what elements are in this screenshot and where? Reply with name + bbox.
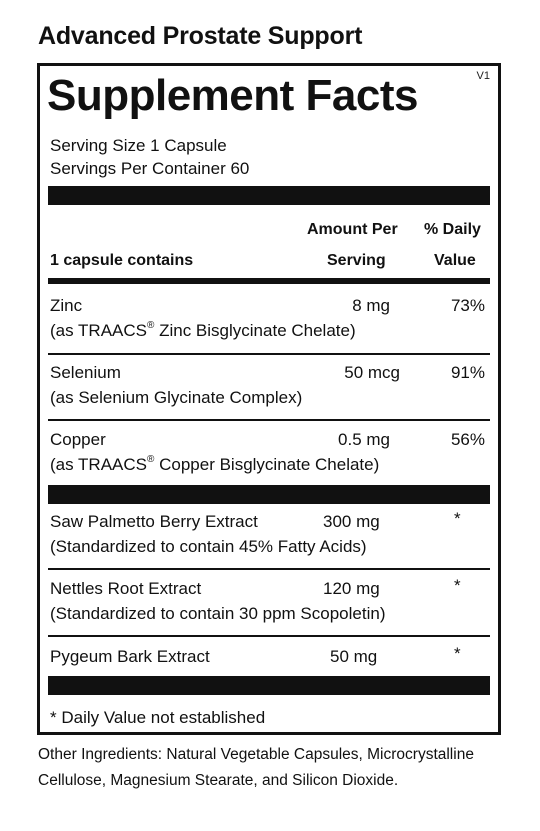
servings-per-container: Servings Per Container 60 [50, 159, 250, 178]
extract-daily-value: * [454, 509, 461, 528]
version-label: V1 [476, 70, 490, 82]
nutrient-name: Zinc [50, 296, 83, 315]
nutrient-source: (as TRAACS® Zinc Bisglycinate Chelate) [50, 320, 356, 340]
header-amount-line1: Amount Per [307, 221, 398, 238]
header-contains: 1 capsule contains [50, 252, 194, 269]
extract-name: Pygeum Bark Extract [50, 647, 210, 666]
extract-amount: 50 mg [330, 647, 378, 666]
header-dv-line2: Value [434, 252, 476, 269]
nutrient-daily-value: 91% [450, 363, 485, 382]
extract-daily-value: * [454, 644, 461, 663]
extract-note: (Standardized to contain 30 ppm Scopoletin) [50, 604, 386, 623]
header-amount-line2: Serving [327, 252, 386, 269]
other-ingredients: Other Ingredients: Natural Vegetable Capsules, Microcrystalline Cellulose, Magnesium Stearate, and Silicon Dioxide. [38, 746, 474, 789]
extract-name: Saw Palmetto Berry Extract [50, 512, 258, 531]
header-rule [48, 278, 490, 284]
row-divider [48, 419, 490, 421]
footnote: * Daily Value not established [50, 708, 266, 727]
extract-name: Nettles Root Extract [50, 579, 202, 598]
nutrient-amount: 8 mg [352, 296, 390, 315]
nutrient-daily-value: 73% [450, 296, 485, 315]
panel-heading: Supplement Facts [47, 71, 418, 120]
extract-daily-value: * [454, 576, 461, 595]
nutrient-source: (as Selenium Glycinate Complex) [50, 388, 303, 407]
extract-note: (Standardized to contain 45% Fatty Acids) [50, 537, 367, 556]
thick-divider [48, 485, 490, 504]
nutrient-name: Selenium [50, 363, 121, 382]
nutrient-name: Copper [50, 430, 106, 449]
row-divider [48, 568, 490, 570]
nutrient-amount: 0.5 mg [338, 430, 390, 449]
supplement-facts-panel [37, 63, 501, 735]
row-divider [48, 353, 490, 355]
nutrient-amount: 50 mcg [344, 363, 400, 382]
nutrient-source: (as TRAACS® Copper Bisglycinate Chelate) [50, 454, 380, 474]
product-title: Advanced Prostate Support [38, 22, 363, 50]
extract-amount: 120 mg [323, 579, 380, 598]
serving-size: Serving Size 1 Capsule [50, 136, 227, 155]
extract-amount: 300 mg [323, 512, 380, 531]
thick-divider [48, 676, 490, 695]
header-dv-line1: % Daily [424, 221, 481, 238]
row-divider [48, 635, 490, 637]
nutrient-daily-value: 56% [450, 430, 485, 449]
thick-divider [48, 186, 490, 205]
